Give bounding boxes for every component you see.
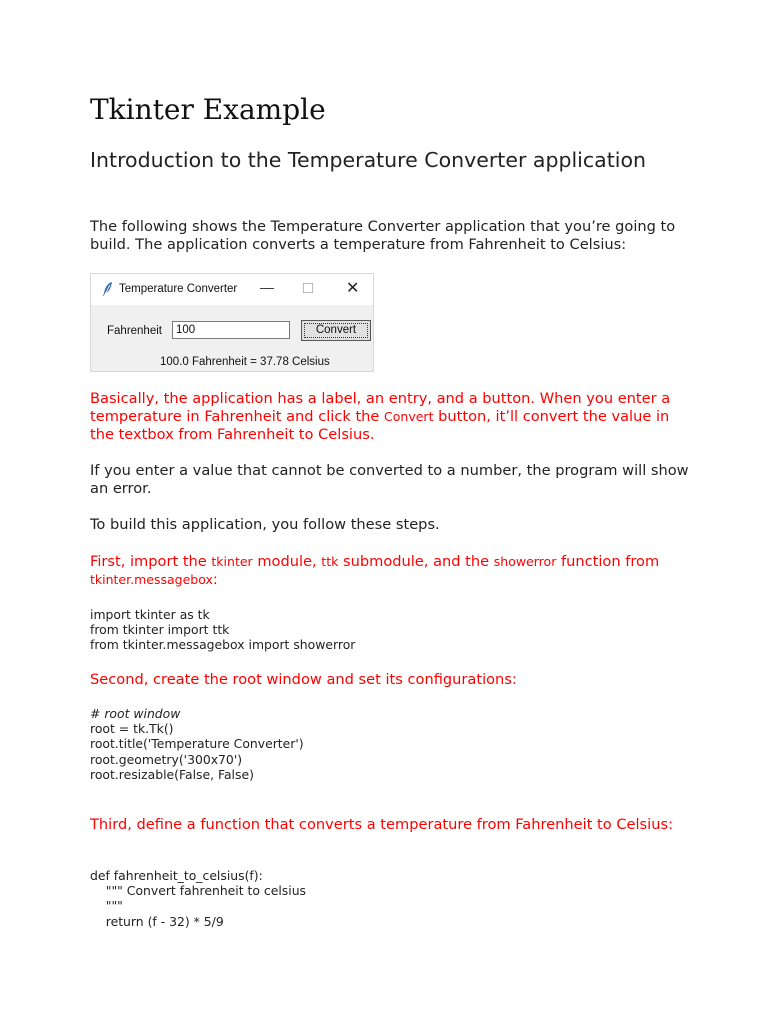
inline-code-convert: Convert xyxy=(384,409,434,424)
feather-icon xyxy=(102,281,114,297)
code-block-imports xyxy=(90,607,355,653)
inline-code-messagebox: tkinter.messagebox xyxy=(90,572,213,587)
fahrenheit-input[interactable]: 100 xyxy=(172,321,290,339)
error-paragraph: If you enter a value that cannot be converted to a number, the program will show an error. xyxy=(90,462,689,497)
inline-code-tkinter: tkinter xyxy=(211,554,253,569)
code-line: from tkinter.messagebox import showerror xyxy=(90,637,356,653)
section-heading: Introduction to the Temperature Converter application xyxy=(90,148,646,172)
step1-text-a: First, import the xyxy=(90,553,212,570)
step1-paragraph xyxy=(90,553,690,589)
code-line: root.title('Temperature Converter') xyxy=(90,736,304,752)
steps-paragraph: To build this application, you follow these steps. xyxy=(90,516,440,533)
step1-text-b: module, xyxy=(252,553,322,570)
inline-code-ttk: ttk xyxy=(321,554,339,569)
page-title: Tkinter Example xyxy=(90,93,326,126)
step1-text-d: function from xyxy=(556,553,660,570)
step2-paragraph: Second, create the root window and set its configurations: xyxy=(90,671,517,688)
step1-text-c: submodule, and the xyxy=(338,553,494,570)
basic-text-2: button, it’ll convert the value in the textbox from Fahrenheit to Celsius. xyxy=(90,408,670,443)
step1-text-e: : xyxy=(212,571,218,588)
basic-text-1: Basically, the application has a label, an entry, and a button. When you enter a temperature in Fahrenheit and click the xyxy=(90,390,671,425)
code-line: """ xyxy=(90,898,123,914)
window-title: Temperature Converter xyxy=(119,283,238,295)
maximize-icon[interactable] xyxy=(303,283,313,293)
intro-paragraph: The following shows the Temperature Converter application that you’re going to build. The application converts a temperature from Fahrenheit to Celsius: xyxy=(90,218,676,253)
minimize-icon[interactable]: — xyxy=(260,279,274,295)
fahrenheit-label: Fahrenheit xyxy=(107,325,162,337)
window-titlebar xyxy=(91,274,373,305)
inline-code-showerror: showerror xyxy=(493,554,557,569)
code-line: from tkinter import ttk xyxy=(90,622,230,638)
code-line: return (f - 32) * 5/9 xyxy=(90,913,224,929)
code-comment: # root window xyxy=(90,706,181,721)
code-line: root.resizable(False, False) xyxy=(90,766,254,782)
code-line: root = tk.Tk() xyxy=(90,721,174,737)
result-label: 100.0 Fahrenheit = 37.78 Celsius xyxy=(160,356,330,368)
code-block-root xyxy=(90,706,304,782)
step3-paragraph: Third, define a function that converts a temperature from Fahrenheit to Celsius: xyxy=(90,816,673,833)
temperature-converter-window xyxy=(90,273,374,372)
code-line: """ Convert fahrenheit to celsius xyxy=(90,883,307,899)
code-line: def fahrenheit_to_celsius(f): xyxy=(90,868,263,883)
code-block-function xyxy=(90,868,306,929)
close-icon[interactable]: ✕ xyxy=(346,280,360,297)
code-line: root.geometry('300x70') xyxy=(90,751,243,767)
convert-button[interactable]: Convert xyxy=(301,320,371,341)
basic-paragraph xyxy=(90,390,690,444)
code-line: import tkinter as tk xyxy=(90,607,210,622)
